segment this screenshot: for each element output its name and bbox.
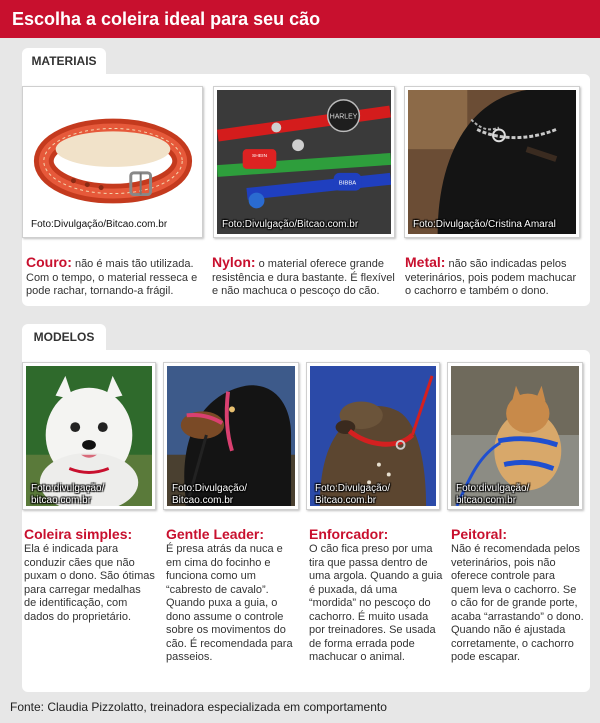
photo-credit-line-1: Foto:divulgação/ bbox=[31, 483, 105, 494]
material-title: Nylon: bbox=[212, 254, 256, 270]
material-text: não é mais tão utilizada. Com o tempo, o material resseca e pode rachar, tornando-a frágil. bbox=[26, 258, 198, 297]
model-title-coleira-simples: Coleira simples: bbox=[24, 526, 133, 542]
source-footer: Fonte: Claudia Pizzolatto, treinadora especializada em comportamento bbox=[10, 700, 387, 714]
material-text: o material oferece grande resistência e dura bastante. É flexível e não machuca o pescoço do cão. bbox=[212, 258, 395, 297]
model-text-peitoral: Não é recomendada pelos veterinários, pois não oferece controle para quem leva o cachorro. Se o cão for de grande porte, acaba “arrastando” o dono. Quando não é ajustada corretamente, o cachorro pode escapar. bbox=[451, 543, 584, 663]
photo-credit-line-1: Foto:Divulgação/ bbox=[315, 483, 391, 494]
model-text-coleira-simples: Ela é indicada para conduzir cães que não puxam o dono. São ótimas para carregar medalhas de identificação, com dados do proprietário. bbox=[24, 543, 155, 623]
model-title-gentle-leader: Gentle Leader: bbox=[166, 526, 265, 542]
material-title: Couro: bbox=[26, 254, 72, 270]
material-title: Metal: bbox=[405, 254, 446, 270]
material-text: não são indicadas pelos veterinários, pois podem machucar o cachorro e também o dono. bbox=[405, 258, 577, 297]
material-metal-description bbox=[405, 256, 585, 299]
peitoral-photo bbox=[447, 362, 583, 510]
leather-collar-photo bbox=[22, 86, 203, 238]
photo-credit: Foto:Divulgação/Cristina Amaral bbox=[413, 219, 556, 230]
tab-modelos: MODELOS bbox=[22, 324, 106, 350]
material-couro-description bbox=[26, 256, 206, 299]
model-title-enforcador: Enforcador: bbox=[309, 526, 389, 542]
page-title: Escolha a coleira ideal para seu cão bbox=[12, 9, 321, 29]
nylon-collars-photo bbox=[213, 86, 395, 238]
photo-credit-line-2: bitcao.com.br bbox=[31, 495, 92, 506]
metal-collar-photo bbox=[404, 86, 580, 238]
model-text-enforcador: O cão fica preso por uma tira que passa dentro de uma argola. Quando a guia é puxada, dá uma “mordida” no pescoço do cachorro. É muito usada por treinadores. Se usada de forma errada pode machucar o animal. bbox=[309, 543, 443, 663]
photo-credit-line-1: Foto:divulgação/ bbox=[456, 483, 530, 494]
photo-credit: Foto:Divulgação/Bitcao.com.br bbox=[222, 219, 359, 230]
svg-text:HARLEY: HARLEY bbox=[329, 113, 358, 121]
svg-text:BIBBA: BIBBA bbox=[338, 180, 357, 187]
photo-credit-line-2: Bitcao.com.br bbox=[315, 495, 377, 506]
material-nylon-description bbox=[212, 256, 398, 299]
tab-materiais: MATERIAIS bbox=[22, 48, 106, 74]
coleira-simples-photo bbox=[22, 362, 156, 510]
photo-credit-line-2: bitcao.com.br bbox=[456, 495, 517, 506]
model-text-gentle-leader: É presa atrás da nuca e em cima do focinho e funciona como um “cabresto de cavalo”. Quando puxa a guia, o dono assume o controle sobre os movimentos do cão. É recomendada para passeios. bbox=[166, 543, 293, 663]
photo-credit-line-1: Foto:Divulgação/ bbox=[172, 483, 248, 494]
model-title-peitoral: Peitoral: bbox=[451, 526, 508, 542]
gentle-leader-photo bbox=[163, 362, 299, 510]
photo-credit-line-2: Bitcao.com.br bbox=[172, 495, 234, 506]
svg-text:SHEIN: SHEIN bbox=[251, 154, 268, 160]
enforcador-photo bbox=[306, 362, 440, 510]
page-header bbox=[0, 0, 600, 38]
photo-credit: Foto:Divulgação/Bitcao.com.br bbox=[31, 219, 168, 230]
